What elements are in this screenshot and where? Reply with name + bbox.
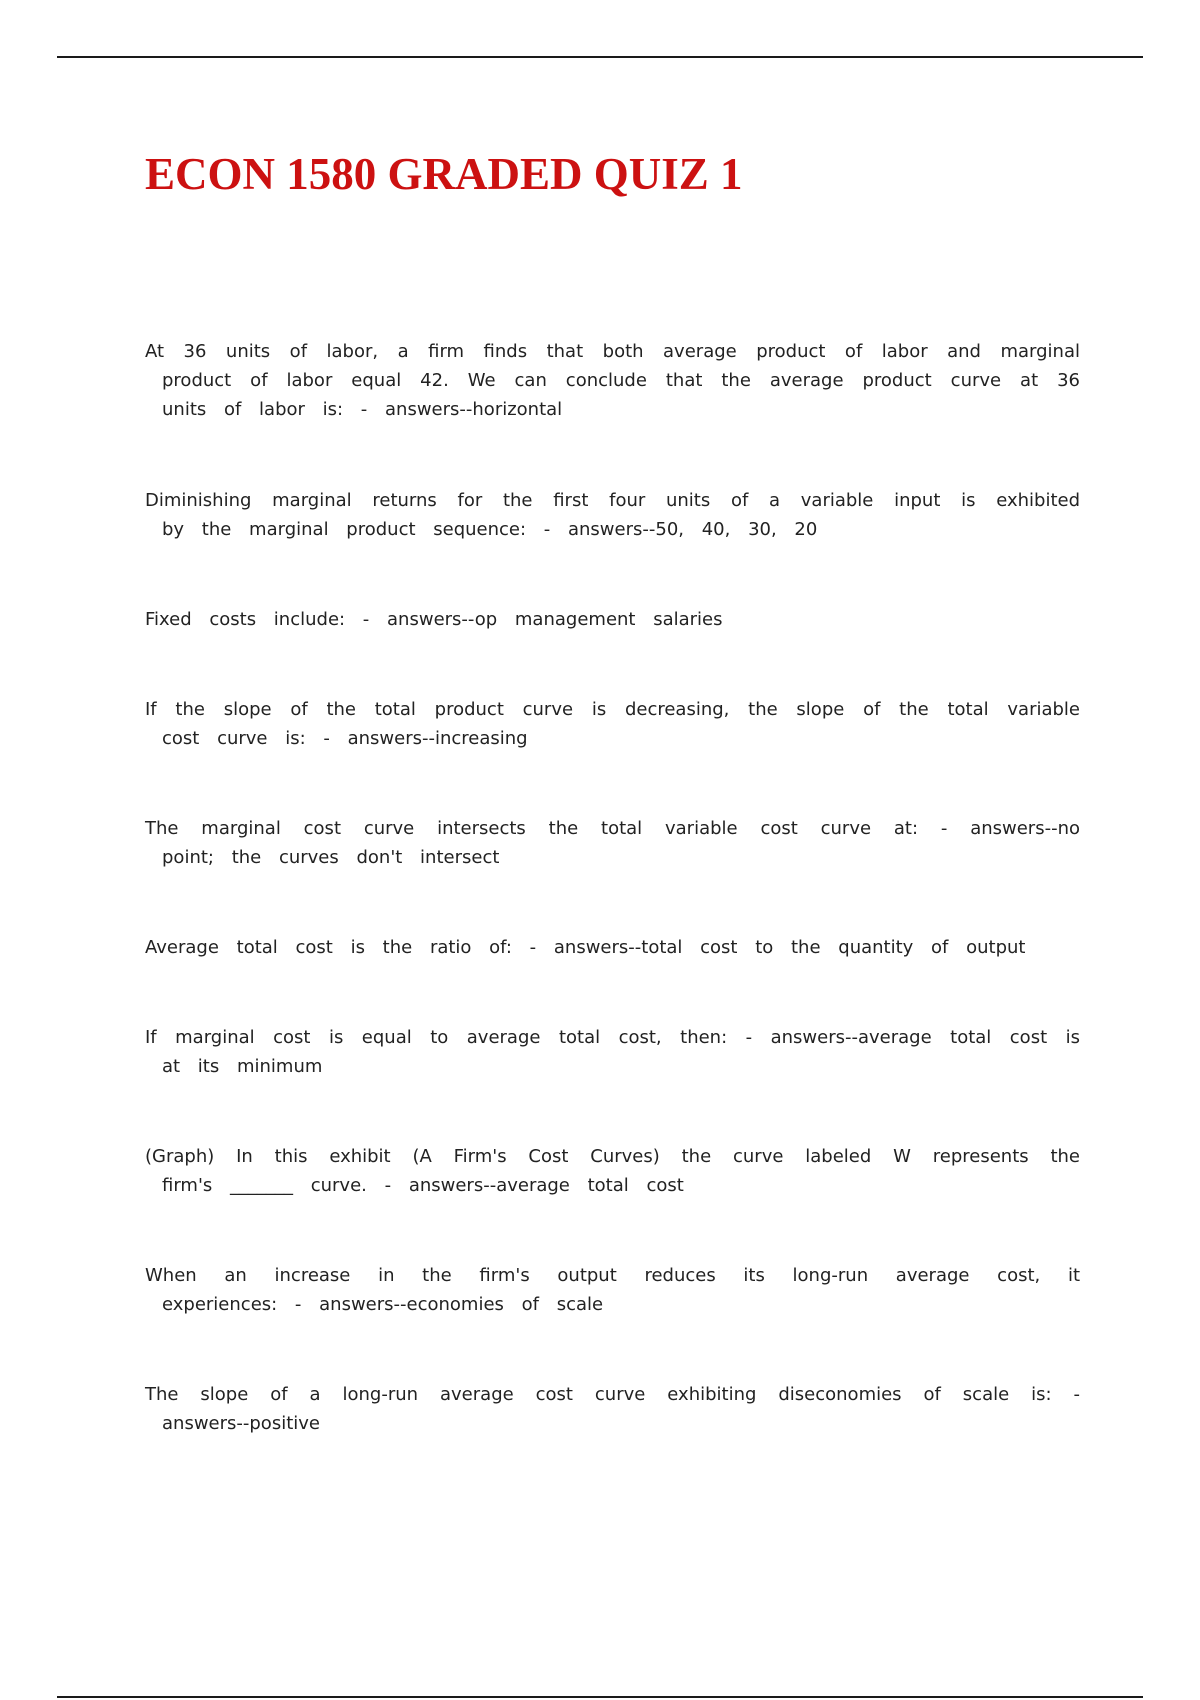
question-answer-1: At 36 units of labor, a firm finds that both average product of labor and marginal product of labor equal 42. We can conclude that the average product curve at 36 units of labor is: - answers--horizontal [145,341,1080,420]
question-answer-7: If marginal cost is equal to average total cost, then: - answers--average total cost is at its minimum [145,1027,1080,1077]
question-answer-8: (Graph) In this exhibit (A Firm's Cost Curves) the curve labeled W represents the firm's _______ curve. - answers--average total cost [145,1146,1080,1196]
bottom-rule [57,1696,1143,1698]
question-answer-5: The marginal cost curve intersects the total variable cost curve at: - answers--no point; the curves don't intersect [145,818,1080,868]
question-answer-10: The slope of a long-run average cost curve exhibiting diseconomies of scale is: - answers--positive [145,1384,1080,1434]
question-answer-6: Average total cost is the ratio of: - answers--total cost to the quantity of output [145,937,1026,958]
question-list [145,337,1080,1438]
question-answer-3: Fixed costs include: - answers--op management salaries [145,609,723,630]
document-title: ECON 1580 GRADED QUIZ 1 [145,149,743,199]
question-answer-4: If the slope of the total product curve is decreasing, the slope of the total variable cost curve is: - answers--increasing [145,699,1080,749]
question-answer-9: When an increase in the firm's output reduces its long-run average cost, it experiences: - answers--economies of scale [145,1265,1080,1315]
top-rule [57,56,1143,58]
question-answer-2: Diminishing marginal returns for the first four units of a variable input is exhibited by the marginal product sequence: - answers--50, 40, 30, 20 [145,490,1080,540]
